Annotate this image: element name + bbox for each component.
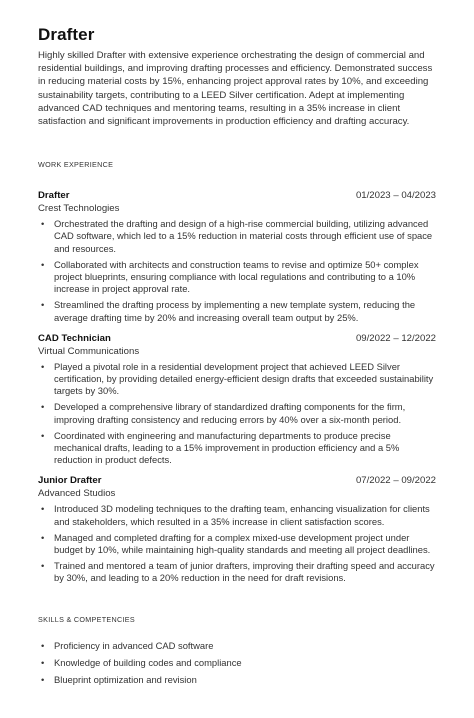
skill-text: Proficiency in advanced CAD software: [54, 639, 214, 651]
job-bullets: [38, 218, 436, 324]
bullet-icon: •: [41, 560, 45, 572]
job-bullets: [38, 361, 436, 467]
job-title: CAD Technician: [38, 332, 111, 344]
job-title: Junior Drafter: [38, 475, 102, 487]
bullet-icon: •: [41, 258, 45, 270]
skills-list: [38, 640, 436, 687]
job-entry: [38, 474, 436, 584]
job-header: [38, 189, 436, 202]
job-bullet: [38, 401, 436, 425]
skill-item: [38, 657, 436, 669]
skill-item: [38, 640, 436, 652]
skill-text: Blueprint optimization and revision: [54, 674, 197, 686]
bullet-icon: •: [41, 531, 45, 543]
bullet-icon: •: [41, 360, 45, 372]
job-bullet-text: Orchestrated the drafting and design of a high-rise commercial building, utilizing advanced CAD software, which led to a 15% reduction in material costs through efficient use of space and resources.: [54, 218, 433, 254]
job-company: Advanced Studios: [38, 488, 116, 500]
job-bullet-text: Introduced 3D modeling techniques to the drafting team, enhancing visualization for clients and stakeholders, which resulted in a 35% increase in client satisfaction scores.: [54, 503, 430, 527]
bullet-icon: •: [41, 656, 45, 668]
job-bullet-text: Trained and mentored a team of junior drafters, improving their drafting speed and accuracy by 30%, and leading to a 20% reduction in the need for draft revisions.: [54, 560, 435, 584]
job-company: Virtual Communications: [38, 345, 140, 357]
job-dates: 07/2022 – 09/2022: [355, 475, 436, 487]
resume-name: Drafter: [38, 25, 95, 44]
job-bullet-text: Developed a comprehensive library of standardized drafting components for the firm, improving drafting consistency and reducing errors by 40% over a six-month period.: [54, 401, 406, 425]
skill-text: Knowledge of building codes and compliance: [54, 656, 242, 668]
bullet-icon: •: [41, 639, 45, 651]
job-bullet: [38, 361, 436, 398]
job-bullet: [38, 259, 436, 296]
job-bullet-text: Coordinated with engineering and manufacturing departments to produce precise mechanical drafts, leading to a 15% improvement in production efficiency and a 5% reduction in product defects.: [54, 429, 400, 466]
job-bullets: [38, 503, 436, 584]
bullet-icon: •: [41, 429, 45, 441]
work-experience-heading: WORK EXPERIENCE: [38, 160, 114, 170]
job-dates: 01/2023 – 04/2023: [355, 190, 436, 202]
bullet-icon: •: [41, 674, 45, 686]
bullet-icon: •: [41, 218, 45, 230]
job-bullet: [38, 430, 436, 467]
job-bullet-text: Managed and completed drafting for a complex mixed-use development project under budget by 10%, while maintaining high-quality standards and meeting all project deadlines.: [54, 531, 431, 556]
job-entry: [38, 189, 436, 324]
bullet-icon: •: [41, 299, 45, 311]
job-bullet: [38, 532, 436, 556]
bullet-icon: •: [41, 503, 45, 515]
job-bullet: [38, 503, 436, 527]
work-experience-list: [38, 189, 436, 584]
summary-paragraph: Highly skilled Drafter with extensive experience orchestrating the design of commercial and residential buildings, and improving drafting processes and efficiency. Demonstrated success in reducing material costs by 15%, enhancing project approval rates by 10%, and exceeding sustainability targets, contributing to a LEED Silver certification. Adept at implementing advanced CAD techniques and mentoring teams, resulting in a 35% increase in client satisfaction and significant improvements in production efficiency and drafting accuracy.: [38, 50, 433, 128]
job-bullet: [38, 560, 436, 584]
skill-item: [38, 674, 436, 686]
job-entry: [38, 332, 436, 467]
job-bullet-text: Played a pivotal role in a residential development project that achieved LEED Silver certification, by providing detailed energy-efficient design drafts that exceeded sustainability targets by 30%.: [54, 360, 434, 397]
job-bullet: [38, 299, 436, 323]
job-bullet-text: Collaborated with architects and construction teams to revise and optimize 50+ complex project blueprints, ensuring compliance with local regulations and contributing to a 10% increase in project approval rate.: [54, 258, 419, 295]
skills-heading: SKILLS & COMPETENCIES: [38, 614, 135, 624]
job-dates: 09/2022 – 12/2022: [355, 332, 436, 344]
bullet-icon: •: [41, 401, 45, 413]
job-header: [38, 332, 436, 345]
job-bullet: [38, 218, 436, 255]
job-header: [38, 474, 436, 487]
job-company: Crest Technologies: [38, 203, 120, 215]
job-bullet-text: Streamlined the drafting process by implementing a new template system, reducing the average drafting time by 20% and increasing overall team output by 25%.: [54, 299, 416, 323]
job-title: Drafter: [38, 190, 70, 202]
